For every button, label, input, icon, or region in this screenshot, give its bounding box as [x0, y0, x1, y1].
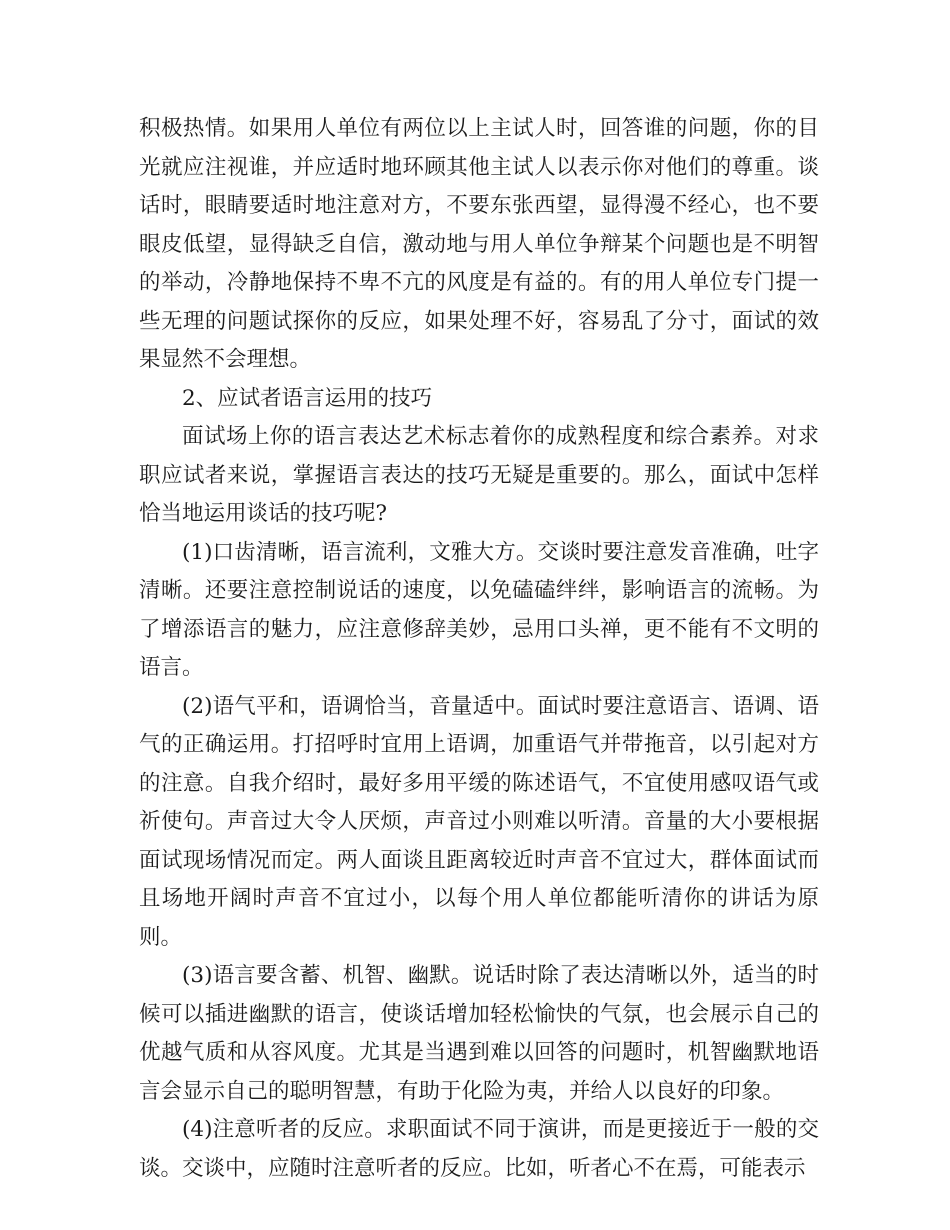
paragraph-intro: 面试场上你的语言表达艺术标志着你的成熟程度和综合素养。对求职应试者来说，掌握语言表达的技巧无疑是重要的。那么，面试中怎样恰当地运用谈话的技巧呢?: [139, 424, 819, 526]
paragraph-point-3: (3)语言要含蓄、机智、幽默。说话时除了表达清晰以外，适当的时候可以插进幽默的语言，使谈话增加轻松愉快的气氛，也会展示自己的优越气质和从容风度。尤其是当遇到难以回答的问题时，机智幽默地语言会显示自己的聪明智慧，有助于化险为夷，并给人以良好的印象。: [139, 963, 819, 1104]
section-heading: 2、应试者语言运用的技巧: [182, 385, 433, 411]
document-body: [139, 110, 819, 1188]
paragraph-point-4: (4)注意听者的反应。求职面试不同于演讲，而是更接近于一般的交谈。交谈中，应随时注意听者的反应。比如，听者心不在焉，可能表示: [139, 1117, 819, 1181]
paragraph-point-1: (1)口齿清晰，语言流利，文雅大方。交谈时要注意发音准确，吐字清晰。还要注意控制说话的速度，以免磕磕绊绊，影响语言的流畅。为了增添语言的魅力，应注意修辞美妙，忌用口头禅，更不能有不文明的语言。: [139, 539, 819, 680]
paragraph-point-2: (2)语气平和，语调恰当，音量适中。面试时要注意语言、语调、语气的正确运用。打招呼时宜用上语调，加重语气并带拖音，以引起对方的注意。自我介绍时，最好多用平缓的陈述语气，不宜使用感叹语气或祈使句。声音过大令人厌烦，声音过小则难以听清。音量的大小要根据面试现场情况而定。两人面谈且距离较近时声音不宜过大，群体面试而且场地开阔时声音不宜过小，以每个用人单位都能听清你的讲话为原则。: [139, 693, 819, 950]
paragraph-continuation: 积极热情。如果用人单位有两位以上主试人时，回答谁的问题，你的目光就应注视谁，并应适时地环顾其他主试人以表示你对他们的尊重。谈话时，眼睛要适时地注意对方，不要东张西望，显得漫不经心，也不要眼皮低望，显得缺乏自信，激动地与用人单位争辩某个问题也是不明智的举动，冷静地保持不卑不亢的风度是有益的。有的用人单位专门提一些无理的问题试探你的反应，如果处理不好，容易乱了分寸，面试的效果显然不会理想。: [139, 116, 819, 372]
